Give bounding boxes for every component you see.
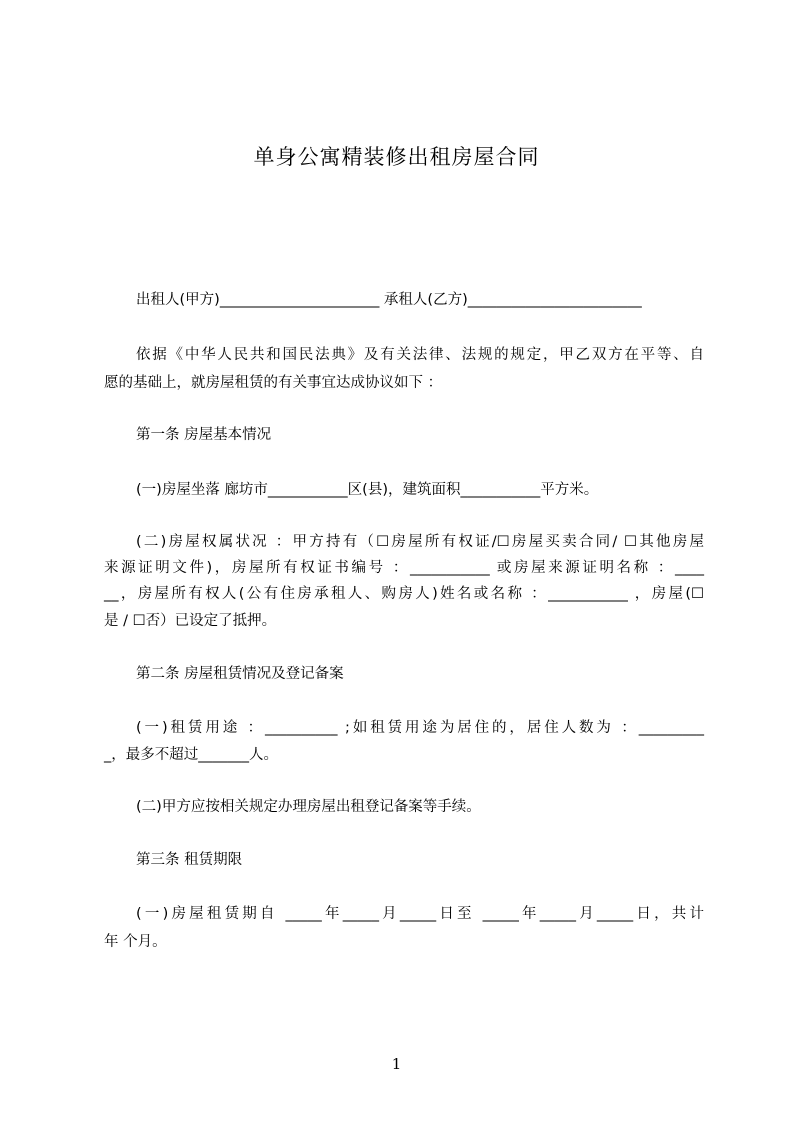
preamble-line-2: 愿的基础上，就房屋租赁的有关事宜达成协议如下 ： [104, 375, 443, 391]
parties-line: 出租人(甲方)______________________ 承租人(乙方)________________________ [136, 292, 642, 308]
article1-item2-line-4: 是 / ☐否）已设定了抵押。 [104, 613, 277, 629]
article3-item1-line-2: 年 个月。 [104, 934, 167, 950]
article1-item2-line-1: (二)房屋权属状况 ：甲方持有（☐房屋所有权证/☐房屋买卖合同/ ☐其他房屋 [136, 534, 704, 550]
article2-item1-line-2: _，最多不超过_______人。 [104, 747, 278, 763]
contract-title: 单身公寓精装修出租房屋合同 [253, 145, 540, 169]
page-number: 1 [391, 1055, 402, 1073]
article1-item2-line-3: __，房屋所有权人(公有住房承租人、购房人)姓名或名称 ：___________ ，房屋(☐ [104, 586, 704, 602]
article1-item1: (一)房屋坐落 廊坊市___________区(县)，建筑面积___________平方米。 [136, 482, 599, 498]
article1-item2-line-2: 来源证明文件)，房屋所有权证书编号 ：___________ 或房屋来源证明名称 ：____ [104, 560, 704, 576]
article1-heading: 第一条 房屋基本情况 [136, 427, 272, 443]
article2-heading: 第二条 房屋租赁情况及登记备案 [136, 666, 344, 682]
article3-heading: 第三条 租赁期限 [136, 852, 243, 868]
article2-item2: (二)甲方应按相关规定办理房屋出租登记备案等手续。 [136, 799, 481, 815]
article3-item1-line-1: (一)房屋租赁期自 _____年_____月_____日至 _____年_____月_____日，共计 [136, 906, 704, 922]
preamble-line-1: 依据《中华人民共和国民法典》及有关法律、法规的规定，甲乙双方在平等、自 [136, 347, 704, 363]
article2-item1-line-1: (一)租赁用途 ：__________ ;如租赁用途为居住的，居住人数为 ：_________ [136, 720, 704, 736]
